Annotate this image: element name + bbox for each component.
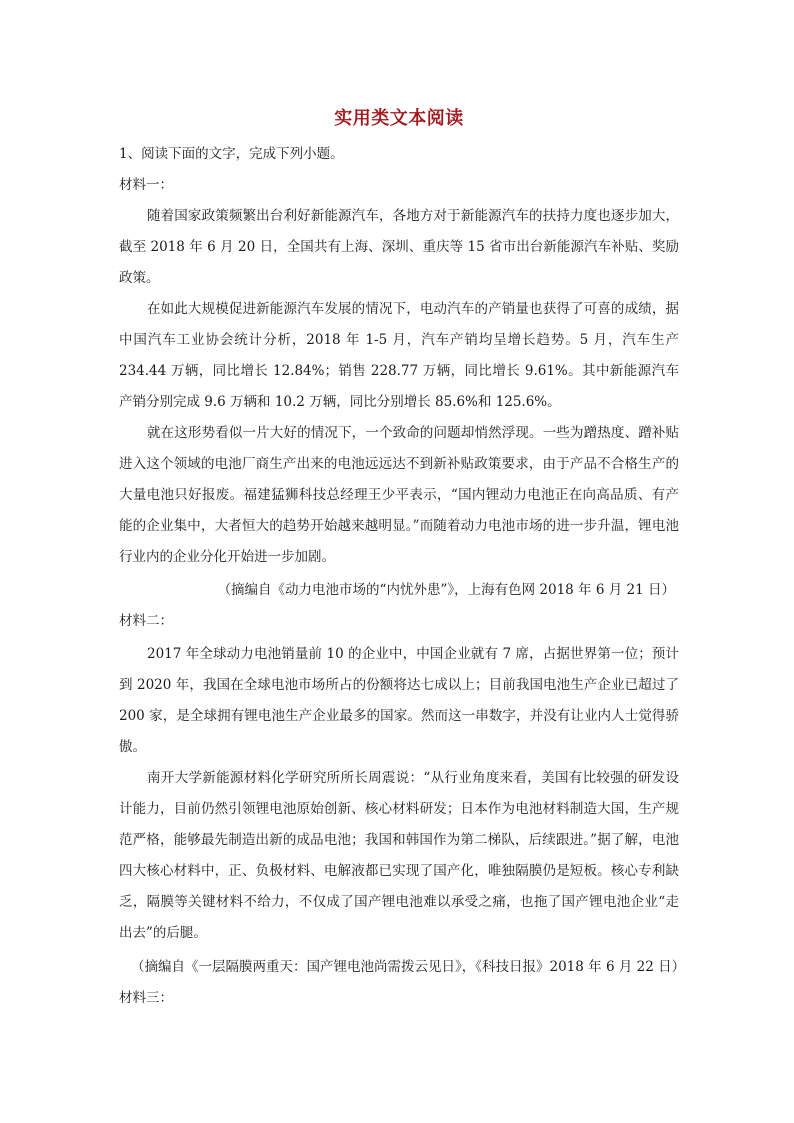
material-1-label: 材料一： <box>119 177 173 193</box>
material-2-label: 材料二： <box>119 613 173 629</box>
material-2-paragraph: 2017 年全球动力电池销量前 10 的企业中，中国企业就有 7 席，占据世界第一位；预计到 2020 年，我国在全球电池市场所占的份额将达七成以上；目前我国电池生产企业已超过了 200 家，是全球拥有锂电池生产企业最多的国家。然而这一串数字，并没有让业内人士觉得骄傲。 <box>119 646 679 755</box>
material-1-paragraph: 随着国家政策频繁出台利好新能源汽车，各地方对于新能源汽车的扶持力度也逐步加大，截至 2018 年 6 月 20 日，全国共有上海、深圳、重庆等 15 省市出台新能源汽车补贴、奖励政策。 <box>119 208 679 286</box>
material-2-paragraph: 南开大学新能源材料化学研究所所长周震说：“从行业角度来看，美国有比较强的研发设计能力，目前仍然引领锂电池原始创新、核心材料研发；日本作为电池材料制造大国，生产规范严格，能够最先制造出新的成品电池；我国和韩国作为第二梯队，后续跟进。”据了解，电池四大核心材料中，正、负极材料、电解液都已实现了国产化，唯独隔膜仍是短板。核心专利缺乏，隔膜等关键材料不给力，不仅成了国产锂电池难以承受之痛，也拖了国产锂电池企业“走出去”的后腿。 <box>119 770 679 941</box>
page-title: 实用类文本阅读 <box>334 108 464 129</box>
material-1-source: （摘编自《动力电池市场的“内忧外患”》，上海有色网 2018 年 6 月 21 日） <box>217 582 675 598</box>
material-3-label: 材料三： <box>119 990 173 1006</box>
question-intro: 1、阅读下面的文字，完成下列小题。 <box>119 146 344 162</box>
material-2-source: （摘编自《一层隔膜两重天：国产锂电池尚需拨云见日》，《科技日报》2018 年 6 月 22 日） <box>131 959 686 975</box>
material-1-paragraph: 就在这形势看似一片大好的情况下，一个致命的问题却悄然浮现。一些为蹭热度、蹭补贴进入这个领域的电池厂商生产出来的电池远远达不到新补贴政策要求，由于产品不合格生产的大量电池只好报废。福建猛狮科技总经理王少平表示，“国内锂动力电池正在向高品质、有产能的企业集中，大者恒大的趋势开始越来越明显。”而随着动力电池市场的进一步升温，锂电池行业内的企业分化开始进一步加剧。 <box>119 425 679 565</box>
material-1-paragraph: 在如此大规模促进新能源汽车发展的情况下，电动汽车的产销量也获得了可喜的成绩，据中国汽车工业协会统计分析，2018 年 1-5 月，汽车产销均呈增长趋势。5 月，汽车生产 234.44 万辆，同比增长 12.84%；销售 228.77 万辆，同比增长 9.61%。其中新能源汽车产销分别完成 9.6 万辆和 10.2 万辆，同比分别增长 85.6%和 125.6%。 <box>119 301 679 410</box>
